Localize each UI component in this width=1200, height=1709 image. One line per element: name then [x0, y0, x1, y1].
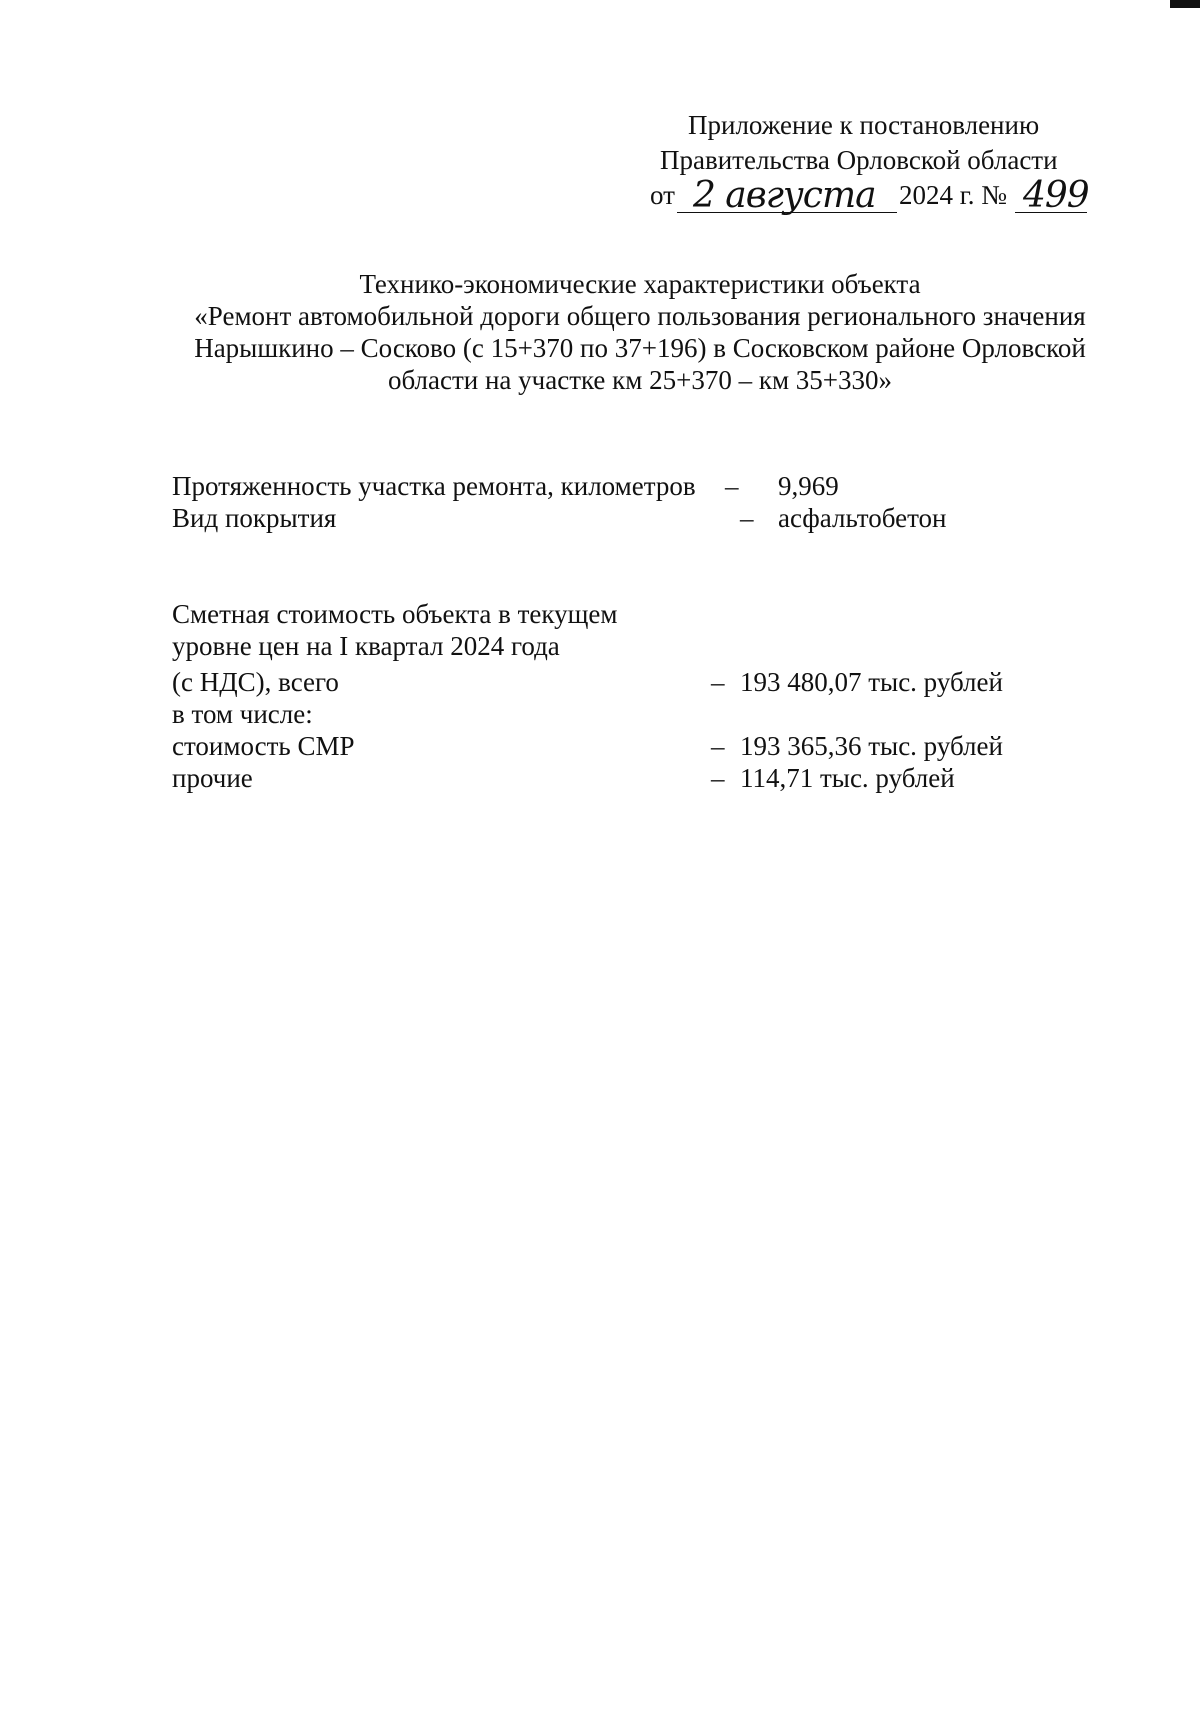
cost-line-3: (с НДС), всего [172, 667, 339, 697]
cost-item-smr-dash: – [711, 731, 725, 761]
date-blank [677, 175, 897, 216]
year-text: 2024 г. № [898, 180, 1007, 210]
handwritten-number: 499 [1023, 175, 1089, 216]
appendix-date-line [650, 175, 1089, 216]
spec-length-dash: – [725, 471, 739, 501]
document-title [160, 268, 1120, 396]
appendix-line-1: Приложение к постановлению [688, 110, 1040, 140]
spec-length-value: 9,969 [778, 471, 839, 501]
number-blank [1015, 175, 1089, 216]
appendix-line-2: Правительства Орловской области [660, 145, 1058, 175]
cost-item-smr-value: 193 365,36 тыс. рублей [740, 731, 1003, 761]
cost-line-1: Сметная стоимость объекта в текущем [172, 599, 618, 629]
cost-total-dash: – [711, 667, 725, 697]
spec-surface-dash: – [740, 503, 754, 533]
cost-including: в том числе: [172, 699, 313, 729]
spec-surface-value: асфальтобетон [778, 503, 947, 533]
spec-surface-label: Вид покрытия [172, 503, 337, 533]
corner-scan-mark [1170, 0, 1200, 8]
title-line-3: Нарышкино – Сосково (с 15+370 по 37+196) в Сосковском районе Орловской [194, 333, 1086, 363]
spec-length-label: Протяженность участка ремонта, километров [172, 471, 696, 501]
cost-item-other-value: 114,71 тыс. рублей [740, 763, 955, 793]
cost-total-value: 193 480,07 тыс. рублей [740, 667, 1003, 697]
title-line-2: «Ремонт автомобильной дороги общего пользования регионального значения [194, 301, 1086, 331]
cost-item-smr-label: стоимость СМР [172, 731, 355, 761]
handwritten-date: 2 августа [692, 175, 876, 216]
title-line-1: Технико-экономические характеристики объекта [359, 269, 921, 299]
date-prefix: от [650, 180, 675, 210]
title-line-4: области на участке км 25+370 – км 35+330» [387, 365, 893, 395]
cost-item-other-dash: – [711, 763, 725, 793]
cost-line-2: уровне цен на I квартал 2024 года [172, 631, 560, 661]
cost-item-other-label: прочие [172, 763, 253, 793]
